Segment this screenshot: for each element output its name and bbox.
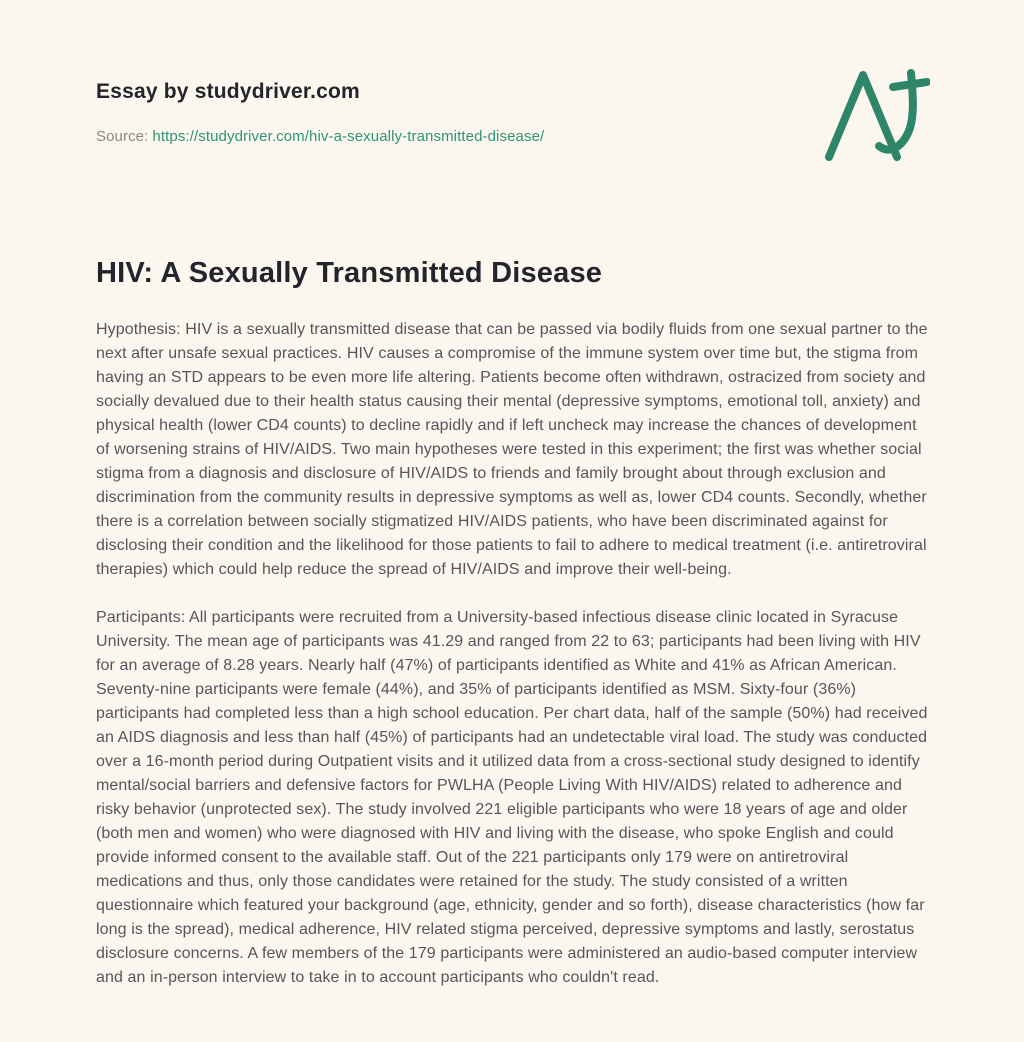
article-body [96, 318, 928, 990]
essay-byline: Essay by studydriver.com [96, 80, 360, 103]
studydriver-logo-icon [822, 68, 930, 162]
paragraph-hypothesis: Hypothesis: HIV is a sexually transmitted disease that can be passed via bodily fluids from one sexual partner to the next after unsafe sexual practices. HIV causes a compromise of the immune system over time but, the stigma from having an STD appears to be even more life altering. Patients become often withdrawn, ostracized from society and socially devalued due to their health status causing their mental (depressive symptoms, emotional toll, anxiety) and physical health (lower CD4 counts) to decline rapidly and if left uncheck may increase the chances of development of worsening strains of HIV/AIDS. Two main hypotheses were tested in this experiment; the first was whether social stigma from a diagnosis and disclosure of HIV/AIDS to friends and family brought about through exclusion and discrimination from the community results in depressive symptoms as well as, lower CD4 counts. Secondly, whether there is a correlation between socially stigmatized HIV/AIDS patients, who have been discriminated against for disclosing their condition and the likelihood for those patients to fail to adhere to medical treatment (i.e. antiretroviral therapies) which could help reduce the spread of HIV/AIDS and improve their well-being. [96, 321, 928, 578]
source-label: Source: [96, 128, 149, 145]
article-title: HIV: A Sexually Transmitted Disease [96, 257, 603, 289]
source-url-link[interactable]: https://studydriver.com/hiv-a-sexually-transmitted-disease/ [152, 128, 545, 145]
source-row [96, 128, 928, 145]
paragraph-participants: Participants: All participants were recruited from a University-based infectious disease clinic located in Syracuse University. The mean age of participants was 41.29 and ranged from 22 to 63; participants had been living with HIV for an average of 8.28 years. Nearly half (47%) of participants identified as White and 41% as African American. Seventy-nine participants were female (44%), and 35% of participants identified as MSM. Sixty-four (36%) participants had completed less than a high school education. Per chart data, half of the sample (50%) had received an AIDS diagnosis and less than half (45%) of participants had an undetectable viral load. The study was conducted over a 16-month period during Outpatient visits and it utilized data from a cross-sectional study designed to identify mental/social barriers and defensive factors for PWLHA (People Living With HIV/AIDS) related to adherence and risky behavior (unprotected sex). The study involved 221 eligible participants who were 18 years of age and older (both men and women) who were diagnosed with HIV and living with the disease, who spoke English and could provide informed consent to the available staff. Out of the 221 participants only 179 were on antiretroviral medications and thus, only those candidates were retained for the study. The study consisted of a written questionnaire which featured your background (age, ethnicity, gender and so forth), disease characteristics (how far long is the spread), medical adherence, HIV related stigma perceived, depressive symptoms and lastly, serostatus disclosure concerns. A few members of the 179 participants were administered an audio-based computer interview and an in-person interview to take in to account participants who couldn't read. [96, 609, 928, 986]
